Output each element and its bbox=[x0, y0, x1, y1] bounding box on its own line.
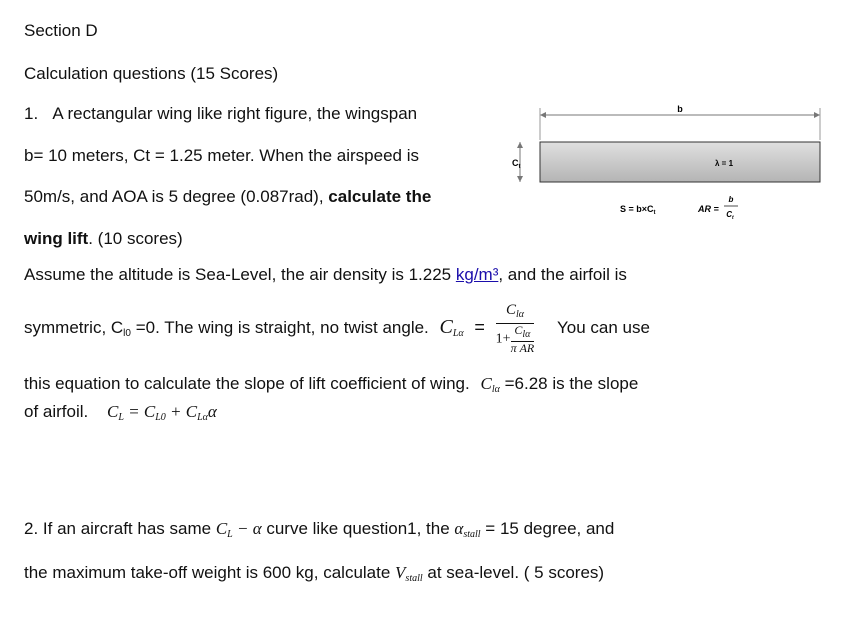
ar-label: AR = bbox=[698, 204, 719, 214]
q1-line2: b= 10 meters, Ct = 1.25 meter. When the airspeed is bbox=[24, 146, 419, 165]
q2-text-1a: 2. If an aircraft has same bbox=[24, 519, 216, 538]
q1-text-6sub: l0 bbox=[123, 327, 131, 339]
q1-text-8a: of airfoil. bbox=[24, 402, 89, 421]
q1-line4 bbox=[24, 229, 183, 249]
b-label: b bbox=[677, 104, 683, 114]
q1-text-6a: symmetric, C bbox=[24, 317, 124, 337]
q1-text-4b: . (10 scores) bbox=[88, 229, 183, 248]
q1-text-6c: You can use bbox=[556, 317, 650, 337]
q1-text-6b: =0. The wing is straight, no twist angle. bbox=[130, 317, 429, 337]
density-unit-link[interactable]: kg/m³ bbox=[455, 265, 499, 284]
q1-line6 bbox=[24, 302, 650, 356]
q1-line3 bbox=[24, 187, 431, 207]
cl-alpha-symbol: $C_L - \alpha$ bbox=[215, 519, 262, 540]
q1-line7 bbox=[24, 374, 638, 400]
ar-denominator: $C_t$ bbox=[726, 210, 734, 221]
q1-line5 bbox=[24, 265, 627, 285]
ct-label: $C_t$ bbox=[512, 158, 521, 170]
eq-lhs: $C_{L\alpha}$ bbox=[439, 315, 464, 339]
q1-text-7b: =6.28 is the slope bbox=[499, 374, 639, 393]
eq-equals: = bbox=[474, 316, 485, 337]
q1-text-5b: , and the airfoil is bbox=[498, 265, 627, 284]
alpha-stall-symbol: $\alpha_{stall}$ bbox=[454, 519, 481, 540]
wing-rectangle bbox=[540, 142, 820, 182]
lambda-label: λ = 1 bbox=[715, 159, 734, 168]
section-title: Section D bbox=[24, 21, 98, 40]
q1-text-1: A rectangular wing like right figure, the wingspan bbox=[52, 104, 418, 123]
q1-line1 bbox=[24, 104, 417, 124]
q2-text-2a: the maximum take-off weight is 600 kg, calculate bbox=[24, 563, 396, 582]
q1-text-3a: 50m/s, and AOA is 5 degree (0.087rad), bbox=[24, 187, 329, 206]
q1-sym-7: $C_{l\alpha}$ bbox=[480, 374, 500, 395]
q1-line8 bbox=[24, 402, 217, 428]
q1-number: 1. bbox=[24, 104, 39, 123]
wing-figure bbox=[510, 100, 830, 235]
q2-text-2b: at sea-level. ( 5 scores) bbox=[422, 563, 605, 582]
q2-line1 bbox=[24, 519, 614, 545]
subtitle: Calculation questions (15 Scores) bbox=[24, 64, 279, 83]
lift-equation: $C_L = C_{L0} + C_{L\alpha}\alpha$ bbox=[106, 402, 217, 423]
q1-text-4a: wing lift bbox=[24, 229, 89, 248]
q2-text-1b: curve like question1, the bbox=[261, 519, 455, 538]
q1-text-5a: Assume the altitude is Sea-Level, the air density is 1.225 bbox=[24, 265, 456, 284]
q2-line2 bbox=[24, 563, 604, 589]
v-stall-symbol: $V_{stall}$ bbox=[395, 563, 423, 584]
q1-text-7a: this equation to calculate the slope of lift coefficient of wing. bbox=[24, 374, 470, 393]
area-label: $S = b\times C_t$ bbox=[620, 204, 656, 216]
q1-text-3b: calculate the bbox=[328, 187, 432, 206]
ar-numerator: b bbox=[728, 195, 734, 204]
eq-fraction: $C_{l\alpha}$ 1+ $\frac{C_{l\alpha}}{\text{π AR}}$ bbox=[495, 302, 535, 355]
q2-text-1c: = 15 degree, and bbox=[480, 519, 615, 538]
